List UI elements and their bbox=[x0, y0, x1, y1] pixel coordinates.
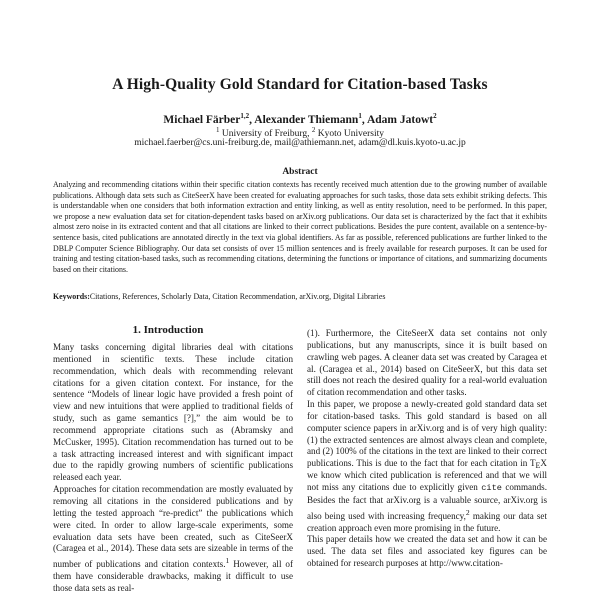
tex-logo-x: X bbox=[540, 458, 547, 469]
tex-logo-e: E bbox=[535, 461, 541, 471]
abstract-text: Analyzing and recommending citations within their specific citation contexts has recently received much attention due to the growing number of available publications. Although data sets such as CiteSeerX have been created for evaluating approaches for such tasks, those data sets exhibit striking defects. This is understandable when one considers that both information extraction and entity linking, as well as entity resolution, need to be performed. In this paper, we propose a new evaluation data set for citation-dependent tasks based on arXiv.org publications. Our data set is characterized by the fact that it exhibits almost zero noise in its extracted content and that all citations are linked to their correct publications. Besides the pure content, available on a sentence-by-sentence basis, cited publications are annotated directly in the text via global identifiers. As far as possible, referenced publications are further linked to the DBLP Computer Science Bibliography. Our data set consists of over 15 million sentences and is freely available for research purposes. It can be used for training and testing citation-based tasks, such as recommending citations, determining the functions or importance of citations, and summarizing documents based on their citations. bbox=[53, 180, 547, 274]
paragraph-text: commands. Besides the fact that arXiv.org is a valuable source, arXiv.org is also being used with increasing frequency, bbox=[307, 481, 547, 521]
affiliation-name: Kyoto University bbox=[317, 129, 385, 140]
author-list: Michael Färber$^{1,2}$, Alexander Thiemann$^1$, Adam Jatowt$^2$ bbox=[163, 112, 437, 126]
keywords-label: Keywords: bbox=[53, 292, 90, 301]
author-emails: michael.faerber@cs.uni-freiburg.de, mail@athiemann.net, adam@dl.kuis.kyoto-u.ac.jp bbox=[134, 138, 466, 148]
paragraph-text: Approaches for citation recommendation are mostly evaluated by removing all citations in the considered publications and by letting the tested approach “re-predict” the publications which were cited. In order to allow large-scale experiments, some evaluation data sets have been created, such as CiteSeerX (Caragea et al., 2014). These data sets are sizeable in terms of the number of publications and citation contexts. bbox=[53, 484, 293, 570]
paragraph: (1). Furthermore, the CiteSeerX data set contains not only publications, but any manuscripts, since it is built based on crawling web pages. A cleaner data set was created by Caragea et al. (Caragea et al., 2014) based on CiteSeerX, but this data set still does not reach the desired quality for a real-world evaluation of citation recommendation and other tasks. bbox=[307, 328, 547, 398]
paragraph-text: we know which cited publication is referenced and that we will not miss any citations due to explicitly given bbox=[307, 470, 547, 492]
affiliation-name: University of Freiburg, bbox=[221, 129, 310, 140]
author-name: Michael Färber bbox=[163, 113, 241, 126]
author-affiliation-marker: 1,2 bbox=[240, 112, 250, 120]
paragraph: This paper details how we created the data set and how it can be used. The data set files and associated key figures can be obtained for research purposes at http://www.citation- bbox=[307, 534, 547, 569]
footnote-marker: 2 bbox=[465, 507, 470, 517]
footnote-marker: 1 bbox=[225, 556, 230, 566]
paragraph-text: In this paper, we propose a newly-created gold standard data set for citation-based tasks. This gold standard is based on all computer science papers in arXiv.org and is of very high quality: (1) the extracted sentences are almost always clean and complete, and (2) 100% of the citations in the text are linked to their correct publications. This is due to the fact that for each citation in bbox=[307, 399, 547, 469]
author-affiliation-marker: 2 bbox=[433, 112, 437, 120]
author-affiliation-marker: 1 bbox=[358, 112, 362, 120]
code-cite: cite bbox=[481, 482, 502, 493]
left-column bbox=[53, 342, 293, 595]
paragraph bbox=[53, 484, 293, 595]
keywords-list: Citations, References, Scholarly Data, Citation Recommendation, arXiv.org, Digital Libraries bbox=[89, 292, 386, 301]
paper-title: A High-Quality Gold Standard for Citation-based Tasks bbox=[112, 76, 488, 93]
affiliation-marker: 2 bbox=[311, 126, 316, 134]
tex-logo bbox=[529, 458, 547, 471]
section-heading-introduction: 1. Introduction bbox=[132, 324, 204, 336]
right-column bbox=[307, 328, 547, 570]
author-name: Alexander Thiemann bbox=[254, 113, 359, 126]
paragraph bbox=[307, 399, 547, 534]
keywords bbox=[53, 292, 547, 303]
author-name: Adam Jatowt bbox=[366, 113, 434, 126]
paragraph-text: However, all of them have considerable drawbacks, making it difficult to use those data sets as real- bbox=[53, 559, 293, 593]
paragraph: Many tasks concerning digital libraries deal with citations mentioned in scientific texts. These include citation recommendation, which deals with recommending relevant citations for a given citation context. For instance, for the sentence “Models of linear logic have provided a fresh point of view and new intuitions that were applied to traditional fields of study, such as game semantics [?],” the aim would be to recommend appropriate citations such as (Abramsky and McCusker, 1995). Citation recommendation has turned out to be a task attracting increased interest and with significant impact due to the rapidly growing numbers of scientific publications released each year. bbox=[53, 342, 293, 483]
tex-logo-t: T bbox=[529, 458, 536, 469]
affiliation-marker: 1 bbox=[215, 126, 220, 134]
abstract-heading: Abstract bbox=[282, 167, 318, 177]
paragraph-text: making our data set creation approach even more promising in the future. bbox=[307, 510, 547, 533]
